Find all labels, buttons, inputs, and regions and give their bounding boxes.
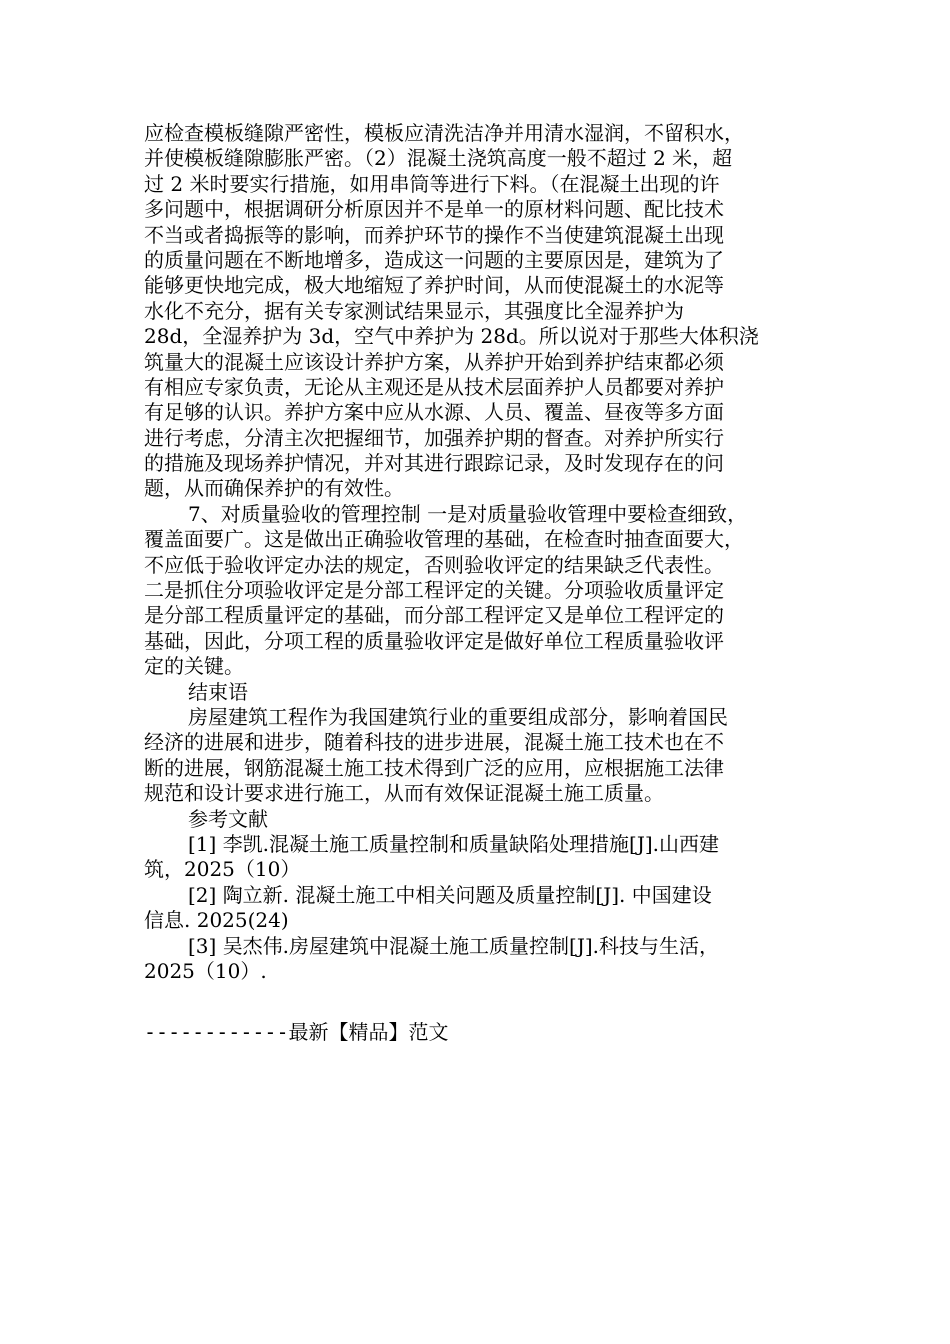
- document-body: [144, 121, 808, 984]
- text-line: 7、对质量验收的管理控制 一是对质量验收管理中要检查细致，: [188, 501, 748, 526]
- text-line: 28d，全湿养护为 3d，空气中养护为 28d。所以说对于那些大体积浇: [144, 324, 759, 349]
- text-line: 筑量大的混凝土应该设计养护方案，从养护开始到养护结束都必须: [144, 349, 724, 374]
- footer-text: 最新【精品】范文: [288, 1020, 449, 1044]
- text-line: 2025（10）.: [144, 958, 267, 983]
- text-line: 信息. 2025(24): [144, 908, 289, 933]
- text-line: [1] 李凯.混凝土施工质量控制和质量缺陷处理措施[J].山西建: [188, 831, 720, 856]
- text-line: 有相应专家负责，无论从主观还是从技术层面养护人员都要对养护: [144, 374, 724, 399]
- text-line: 房屋建筑工程作为我国建筑行业的重要组成部分，影响着国民: [188, 704, 728, 729]
- text-line: 的措施及现场养护情况，并对其进行跟踪记录，及时发现存在的问: [144, 451, 724, 476]
- text-line: 并使模板缝隙膨胀严密。（2）混凝土浇筑高度一般不超过 2 米，超: [144, 146, 733, 171]
- text-line: [2] 陶立新. 混凝土施工中相关问题及质量控制[J]. 中国建设: [188, 882, 712, 907]
- text-line: [3] 吴杰伟.房屋建筑中混凝土施工质量控制[J].科技与生活，: [188, 933, 720, 958]
- text-line: 基础，因此，分项工程的质量验收评定是做好单位工程质量验收评: [144, 628, 724, 653]
- text-line: 题，从而确保养护的有效性。: [144, 476, 404, 501]
- footer-dashes: ------------: [144, 1020, 289, 1044]
- text-line: 能够更快地完成，极大地缩短了养护时间，从而使混凝土的水泥等: [144, 273, 724, 298]
- text-line: 过 2 米时要实行措施，如用串筒等进行下料。（在混凝土出现的许: [144, 171, 720, 196]
- text-line: 不当或者捣振等的影响，而养护环节的操作不当使建筑混凝土出现: [144, 222, 724, 247]
- text-line: 不应低于验收评定办法的规定，否则验收评定的结果缺乏代表性。: [144, 552, 724, 577]
- text-line: 的质量问题在不断地增多，造成这一问题的主要原因是，建筑为了: [144, 247, 724, 272]
- text-line: 断的进展，钢筋混凝土施工技术得到广泛的应用，应根据施工法律: [144, 755, 724, 780]
- text-line: 有足够的认识。养护方案中应从水源、人员、覆盖、昼夜等多方面: [144, 400, 724, 425]
- text-line: 是分部工程质量评定的基础，而分部工程评定又是单位工程评定的: [144, 603, 724, 628]
- text-line: 经济的进展和进步，随着科技的进步进展，混凝土施工技术也在不: [144, 730, 724, 755]
- text-line: 二是抓住分项验收评定是分部工程评定的关键。分项验收质量评定: [144, 578, 724, 603]
- text-line: 定的关键。: [144, 654, 244, 679]
- text-line: 筑，2025（10）: [144, 857, 301, 882]
- text-line: 多问题中，根据调研分析原因并不是单一的原材料问题、配比技术: [144, 197, 724, 222]
- text-line: 应检查模板缝隙严密性，模板应清洗洁净并用清水湿润，不留积水，: [144, 121, 744, 145]
- text-line: 进行考虑，分清主次把握细节，加强养护期的督查。对养护所实行: [144, 425, 724, 450]
- text-line: 水化不充分，据有关专家测试结果显示，其强度比全湿养护为: [144, 298, 684, 323]
- text-line: 覆盖面要广。这是做出正确验收管理的基础，在检查时抽查面要大，: [144, 527, 744, 552]
- text-line: 结束语: [188, 679, 248, 704]
- text-line: 规范和设计要求进行施工，从而有效保证混凝土施工质量。: [144, 781, 664, 806]
- text-line: 参考文献: [188, 806, 268, 831]
- footer-banner: [144, 1019, 449, 1045]
